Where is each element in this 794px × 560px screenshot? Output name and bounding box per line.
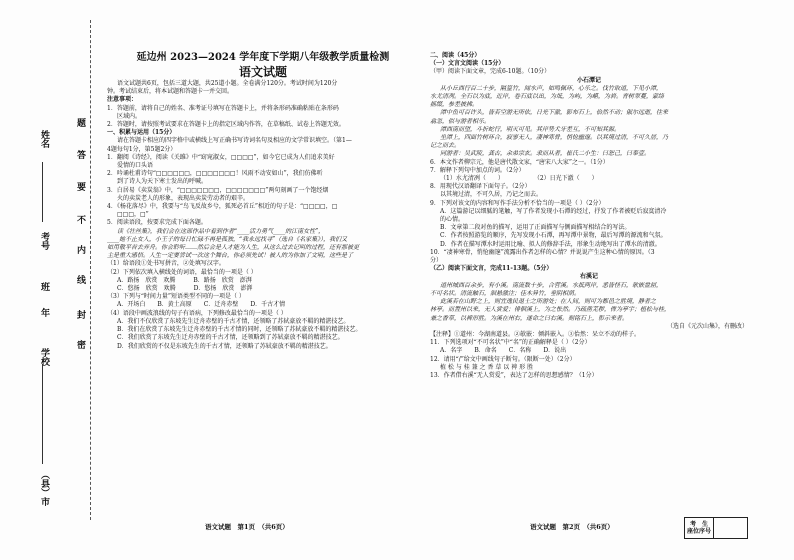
question-1: 1．翻阅《诗经》，阅读《关雎》中“窈窕淑女，□□□□”，如今它已成为人们追求美好 <box>107 153 335 161</box>
question-13: 13．作者借右溪“无人赏爱”，表达了怎样的思想感情？（1分） <box>430 371 598 379</box>
name-label: 姓名 <box>39 130 49 148</box>
seal-char: 内 <box>75 245 85 254</box>
option-line: C．我们欣赏了东坡先生迁舟赤壁的千古才情，还领略到了苏轼豪放不羁的精湛技艺。 <box>117 334 344 342</box>
question-12: 12．请用“/”给文中画线句子断句。（限断一处）（2分） <box>430 355 576 363</box>
seal-char: 封 <box>75 310 85 319</box>
passage-line: 主是重大感悟。人生一定要尝试一次这个舞台，你必须先试！被人的为你加了文明，这些是了 <box>107 252 354 260</box>
question-2: 2．吟诵杜甫诗句“□□□□□□，□□□□□□□！风雨不动安如山”，我们仿佛听 <box>107 170 323 178</box>
left-column <box>107 52 419 351</box>
question-3: 火的卖炭老人的形象，表现出卖炭劳动者的艰辛。 <box>117 194 250 202</box>
question-10: 分） <box>430 257 443 265</box>
question-10: 10．“凄神寒骨，悄怆幽邃”流露出作者怎样的心情？并说说产生这种心情的原因。（3 <box>430 248 655 256</box>
option-line: A．开场白 B．黄土高原 C．迁舟赤壁 D．千古才情 <box>117 301 286 309</box>
section-desc: 4题每句1分，第5题2分） <box>107 145 177 153</box>
passage-line: 同游者：吴武陵，龚古，余弟宗玄。隶而从者，崔氏二小生：曰恕己，曰奉壹。 <box>440 150 651 158</box>
binding-strip <box>0 0 100 560</box>
passage-line: 摇缀，参差披拂。 <box>430 101 479 109</box>
right-column <box>430 52 748 380</box>
question-7-items: （1）水尤清冽（ ） （2）日光下澈（ ） <box>440 175 598 183</box>
page-footer-left: 语文试题 第1页 （共6页） <box>205 523 289 531</box>
intro-text: 钟。考试结束后，将本试题和答题卡一并交回。 <box>107 88 234 96</box>
school-line <box>42 364 43 464</box>
section-heading: 一、积累与运用（15分） <box>107 129 176 137</box>
passage-line: 林亭。而置州以来，无人赏爱；徘徊溪上，为之怅然。乃疏凿芜秽，俾为亭宇；植松与桂， <box>430 306 671 314</box>
intro-text: 语文试题共6页，包括三道大题，共25道小题。全卷满分120分。考试时间为120分 <box>117 80 338 87</box>
seat-number-field[interactable] <box>714 518 747 538</box>
passage-line: ____她不止女人，小王子的每日忙碌不再是孤独，“我永远找寻”（选自《名家集》），我们又 <box>107 235 348 243</box>
annotation: 【注释】①道州：今湖南道县。②欹嵌：倾斜嵌入。③佁然：呆立不动的样子。 <box>430 330 641 338</box>
subject-title: 语文试题 <box>238 65 287 79</box>
question-3: 3．白居易《卖炭翁》中，“□□□□□□□，□□□□□□□”两句刻画了一个饱经烟 <box>107 186 329 194</box>
option-line: B．我们在欣赏了东坡先生迁舟赤壁的千古才情的同时，还领略了苏轼豪放不羁的精湛技艺。 <box>117 326 362 334</box>
passage-line: 此溪若在山野之上，则宜逸民退士之所游处；在人间，则可为都邑之胜境，静者之 <box>440 298 657 306</box>
seat-number-box <box>684 517 748 539</box>
option-line: D．我们欣赏的不仅是东坡先生的千古才情，还领略了苏轼豪放不羁的精湛技艺。 <box>117 342 332 350</box>
question-4: □□□，□” <box>117 211 149 219</box>
option-line: A．这篇游记以细腻的笔触，写了作者发现小石潭的经过，抒发了作者被贬后寂寞清冷 <box>440 207 667 215</box>
question-6: 6．本文作者柳宗元，他是唐代散文家，“唐宋八大家”之一。（1分） <box>430 158 609 166</box>
seal-char: 要 <box>75 182 85 191</box>
passage-line: 读《壮丝集》，我们会在这部作品中看到作者“____活力勇气____的江南女性”， <box>117 227 325 235</box>
passage-line: 兼之香草，以裨形胜。为溪在州右，遂命之曰右溪。刻铭石上，彰示来者。 <box>430 314 629 322</box>
passage-line: 从小丘西行百二十步，隔篁竹，闻水声，如鸣佩环，心乐之。伐竹取道，下见小潭， <box>440 84 663 92</box>
school-label: 学校 <box>39 348 49 366</box>
question-4: 4．《杨花落尽》中，我要与“鸟飞反故乡兮，狐死必首丘”相近的句子是：“□□□□，□ <box>107 203 338 211</box>
passage-title: 小石潭记 <box>576 76 601 84</box>
sub-question: （3）下列与“时间力量”短语类型不同的一项是（ ） <box>107 293 245 301</box>
section-desc: 请在答题卡相应的四字格中或横线上写正确书写诗词名句及相应的文学常识填空。（第1— <box>117 137 352 145</box>
passage-line: 如用敬平首去弄舟。你会聆听……然后会是人才能为人生，从这么过去记叫的过程，还有那被更 <box>107 244 360 252</box>
grade-label: 年 <box>39 308 49 317</box>
exam-title: 延边州 2023—2024 学年度下学期八年级教学质量检测 <box>136 52 390 63</box>
seal-dashed-line <box>90 20 91 520</box>
passage-title: 右溪记 <box>579 273 598 281</box>
passage-line: 坐潭上，四面竹树环合，寂寥无人，凄神寒骨，悄怆幽邃。以其境过清，不可久居，乃 <box>440 134 669 142</box>
section-heading: 二、阅读（45分） <box>430 52 481 59</box>
subsection-desc: （甲）阅读下面文章，完成6-10题。（10分） <box>430 68 551 76</box>
seal-char: 答 <box>75 150 85 159</box>
passage-line: 潭西南而望，斗折蛇行，明灭可见。其岸势犬牙差互，不可知其源。 <box>440 125 621 133</box>
passage-line: 不可名状。清流触石，洄悬激注；佳木异竹，垂阴相荫。 <box>430 289 581 297</box>
page-footer-right: 语文试题 第2页 （共6页） <box>530 523 614 531</box>
passage-line: 道州城西百余步，有小溪。南流数十步，合营溪。水抵两岸，悉皆怪石，欹嵌盘屈， <box>440 281 663 289</box>
notice-item: 1．答题前，请将自己的姓名、准考证号填写在答题卡上，并将条形码准确粘贴在条形码 <box>107 104 339 112</box>
seal-char: 题 <box>75 118 85 127</box>
notice-item: 2．答题时，请按照考试要求在答题卡上的指定区域内作答，在草稿纸、试卷上答题无效。 <box>107 121 345 129</box>
seal-char: 线 <box>75 275 85 284</box>
subsection-heading: （乙）阅读下面文言，完成11-13题。（5分） <box>430 265 553 273</box>
question-2: 到了诗人为天下寒士发出的呼喊。 <box>117 178 208 186</box>
seat-label-line: 座位序号 <box>686 528 711 535</box>
name-line <box>42 162 43 222</box>
option-line: 的心情。 <box>440 216 465 224</box>
option-line: C．作者按照游览的顺序，先写发现小石潭，再写潭中景物，最后写潭的源流和气氛。 <box>440 232 667 240</box>
seal-char: 不 <box>75 215 85 224</box>
question-8: 8．用现代汉语翻译下面句子。（2分） <box>430 183 531 191</box>
sub-question: （1）给语段①处书写拼音，②处填写汉字。 <box>107 260 225 268</box>
question-9: 9．下列对该文的内容和写作手法分析不恰当的一项是（ ）（2分） <box>430 199 605 207</box>
county-label: （县）市 <box>39 470 49 506</box>
seat-number-label <box>685 518 714 538</box>
option-line: A．我们不仅欣赏了东坡先生迁舟赤壁的千古才情，还领略了苏轼豪放不羁的精湛技艺。 <box>117 317 350 325</box>
seat-label-line: 考 生 <box>689 521 708 528</box>
sub-question: （4）语段中画波浪线的句子有语病，下列修改最恰当的一项是（ ） <box>107 309 287 317</box>
option-line: A．路扬 欣赏 欢腾 B．路扬 欣赏 澎湃 <box>117 276 252 284</box>
question-7: 7．解释下列句中加点的词。（2分） <box>430 166 525 174</box>
option-line: B．文章第二段对鱼的描写，运用了正面描写与侧面描写相结合的写法。 <box>440 224 631 232</box>
notice-heading: 注意事项： <box>107 96 138 104</box>
seal-char: 密 <box>75 340 85 349</box>
passage-line: 翕忽，似与游者相乐。 <box>430 117 491 125</box>
question-12-sentence: 植 松 与 桂 兼 之 香 草 以 裨 形 胜 <box>440 363 533 371</box>
option-line: C．悠扬 欣赏 欢腾 D．悠扬 欣赏 澎湃 <box>117 285 253 293</box>
option-line: D．作者在描写潭水时运用比喻、拟人的修辞手法，形象生动地写出了潭水的清澈。 <box>440 240 661 248</box>
sub-question: （2）下列依次填入横线处的词语，最恰当的一项是（ ） <box>107 268 257 276</box>
class-label: 班 <box>39 282 49 291</box>
question-5: 5．阅读语段，按要求完成下面各题。 <box>107 219 207 227</box>
subsection-heading: （一）文言文阅读（15分） <box>430 60 505 68</box>
question-8-sentence: 以其境过清，不可久居，乃记之而去。 <box>440 191 543 199</box>
passage-source: （选自《元次山集》，有删改） <box>666 322 748 330</box>
exam-no-label: 考号 <box>39 232 49 250</box>
question-1: 爱情的口头语 <box>117 162 154 170</box>
notice-item: 区域内。 <box>117 112 142 120</box>
passage-line: 潭中鱼可百许头，皆若空游无所依，日光下澈，影布石上，佁然不动；俶尔远逝，往来 <box>440 109 669 117</box>
option-line: A．名字 B．命名 C．名称 D．说出 <box>440 347 567 355</box>
question-11: 11．下列选项对“不可名状”中“名”的正确解释是（ ）（2分） <box>430 339 591 347</box>
passage-line: 水尤清冽。全石以为底，近岸，卷石底以出，为坻，为屿，为嵁，为岩。青树翠蔓，蒙络 <box>430 93 665 101</box>
passage-line: 记之而去。 <box>430 142 461 150</box>
